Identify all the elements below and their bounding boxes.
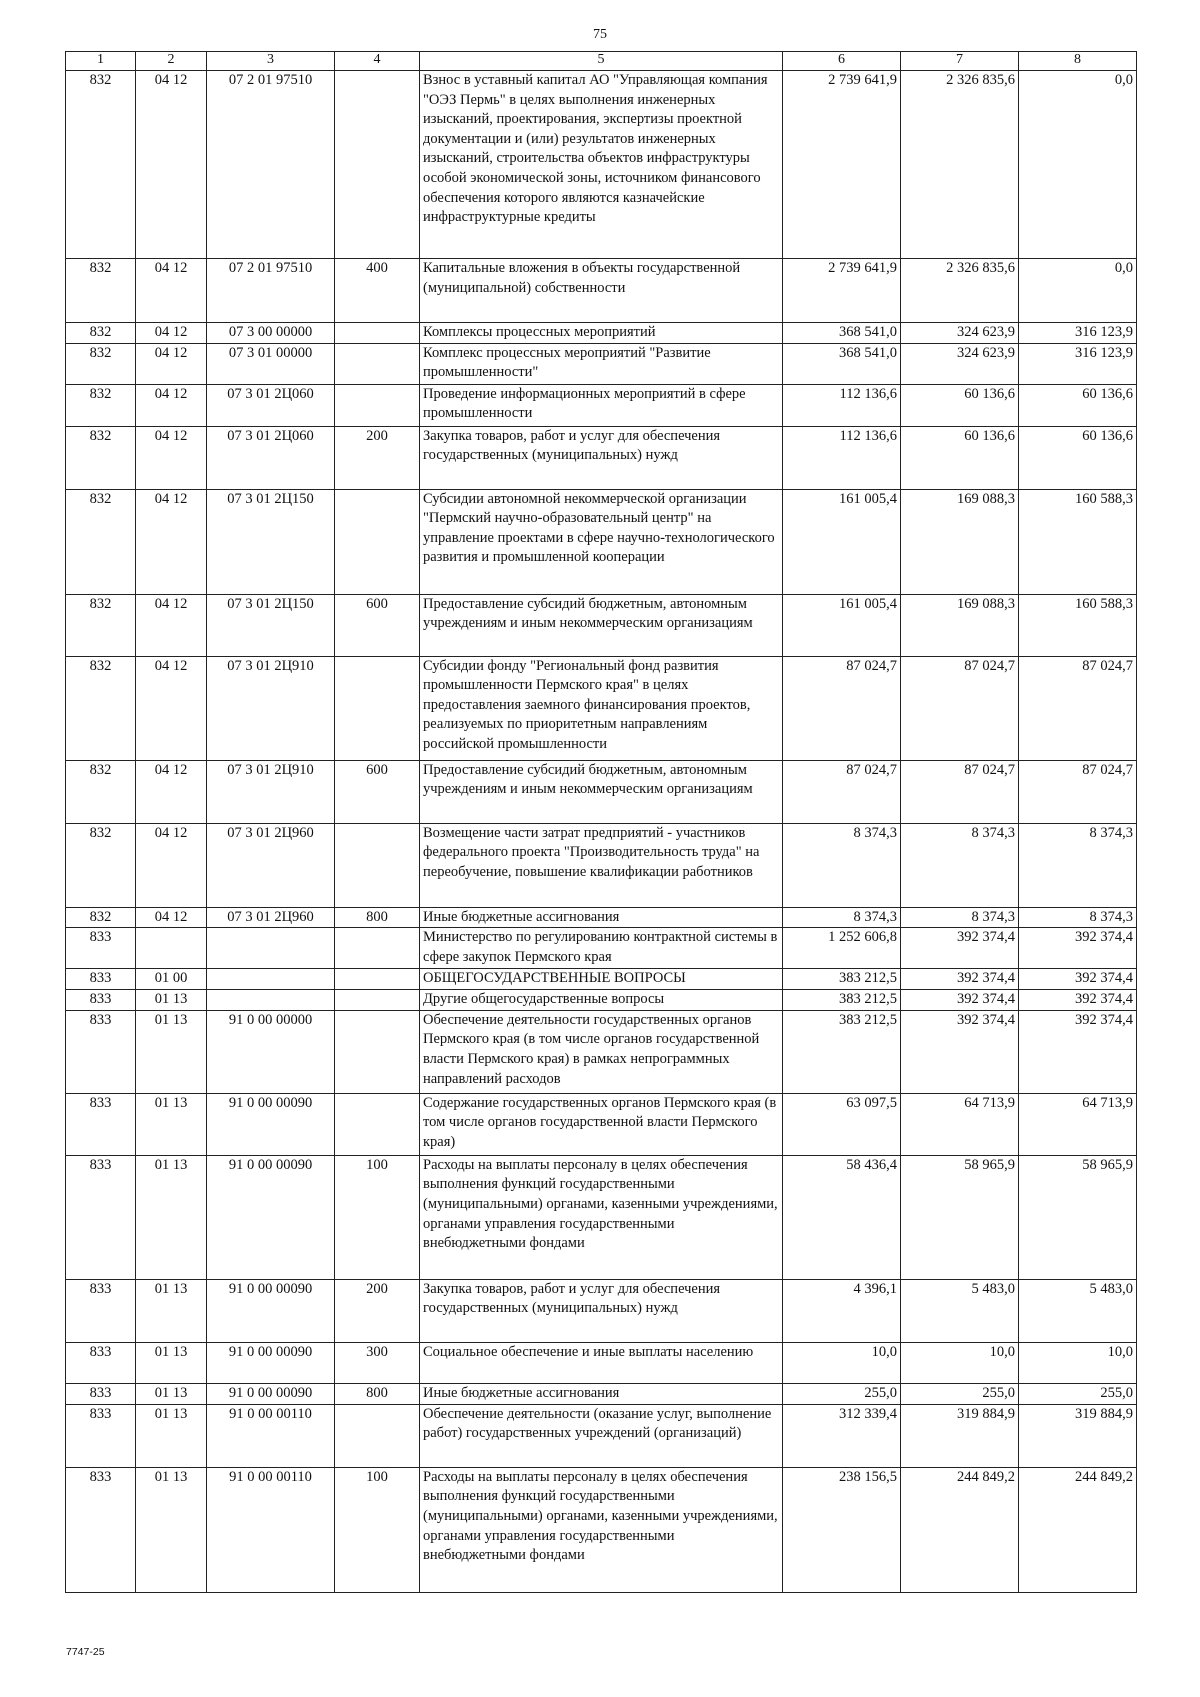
admin-code-cell: 833 [66,1155,136,1279]
section-code-cell: 01 13 [136,1010,207,1093]
amount-col6-cell: 58 436,4 [783,1155,901,1279]
description-cell: Предоставление субсидий бюджетным, автономным учреждениям и иным некоммерческим организациям [420,594,783,656]
table-row [66,1404,1137,1467]
footer-code: 7747-25 [66,1646,105,1658]
amount-col6-cell: 312 339,4 [783,1404,901,1467]
amount-col7-cell: 392 374,4 [901,969,1019,990]
amount-col6-cell: 2 739 641,9 [783,259,901,323]
table-row [66,1279,1137,1342]
expense-type-cell [335,823,420,907]
table-row [66,489,1137,594]
target-article-cell [207,969,335,990]
table-row [66,343,1137,384]
admin-code-cell: 833 [66,1342,136,1383]
amount-col8-cell: 8 374,3 [1019,823,1137,907]
description-cell: Министерство по регулированию контрактной системы в сфере закупок Пермского края [420,928,783,969]
amount-col7-cell: 319 884,9 [901,1404,1019,1467]
section-code-cell: 01 13 [136,1467,207,1592]
description-cell: Комплекс процессных мероприятий "Развитие промышленности" [420,343,783,384]
expense-type-cell: 400 [335,259,420,323]
amount-col7-cell: 169 088,3 [901,489,1019,594]
section-code-cell [136,928,207,969]
budget-table [65,51,1137,1593]
amount-col8-cell: 392 374,4 [1019,969,1137,990]
column-header-1: 1 [66,52,136,71]
amount-col6-cell: 255,0 [783,1383,901,1404]
description-cell: ОБЩЕГОСУДАРСТВЕННЫЕ ВОПРОСЫ [420,969,783,990]
expense-type-cell: 800 [335,907,420,928]
amount-col7-cell: 2 326 835,6 [901,71,1019,259]
target-article-cell: 91 0 00 00090 [207,1383,335,1404]
expense-type-cell [335,323,420,344]
table-row [66,1155,1137,1279]
amount-col7-cell: 392 374,4 [901,1010,1019,1093]
expense-type-cell [335,1404,420,1467]
expense-type-cell [335,990,420,1011]
amount-col6-cell: 63 097,5 [783,1093,901,1155]
expense-type-cell: 100 [335,1467,420,1592]
admin-code-cell: 832 [66,760,136,823]
amount-col8-cell: 60 136,6 [1019,426,1137,489]
target-article-cell: 07 3 01 2Ц910 [207,656,335,760]
column-header-4: 4 [335,52,420,71]
amount-col8-cell: 160 588,3 [1019,489,1137,594]
amount-col7-cell: 64 713,9 [901,1093,1019,1155]
amount-col6-cell: 383 212,5 [783,969,901,990]
admin-code-cell: 833 [66,1467,136,1592]
expense-type-cell: 100 [335,1155,420,1279]
section-code-cell: 04 12 [136,823,207,907]
admin-code-cell: 832 [66,594,136,656]
description-cell: Расходы на выплаты персоналу в целях обеспечения выполнения функций государственными (муниципальными) органами, казенными учреждениями, органами управления государственными внебюджетными фондами [420,1467,783,1592]
amount-col7-cell: 5 483,0 [901,1279,1019,1342]
section-code-cell: 04 12 [136,384,207,426]
target-article-cell: 07 3 00 00000 [207,323,335,344]
admin-code-cell: 833 [66,1404,136,1467]
amount-col7-cell: 60 136,6 [901,384,1019,426]
description-cell: Взнос в уставный капитал АО "Управляющая компания "ОЭЗ Пермь" в целях выполнения инженерных изысканий, проектирования, экспертизы проектной документации и (или) результатов инженерных изысканий, строительства объектов инфраструктуры особой экономической зоны, источником финансового обеспечения которого являются казначейские инфраструктурные кредиты [420,71,783,259]
column-header-2: 2 [136,52,207,71]
description-cell: Возмещение части затрат предприятий - участников федерального проекта "Производительность труда" на переобучение, повышение квалификации работников [420,823,783,907]
expense-type-cell: 800 [335,1383,420,1404]
amount-col7-cell: 244 849,2 [901,1467,1019,1592]
description-cell: Иные бюджетные ассигнования [420,1383,783,1404]
amount-col6-cell: 112 136,6 [783,384,901,426]
description-cell: Иные бюджетные ассигнования [420,907,783,928]
section-code-cell: 04 12 [136,489,207,594]
expense-type-cell [335,343,420,384]
section-code-cell: 04 12 [136,259,207,323]
amount-col8-cell: 316 123,9 [1019,343,1137,384]
table-row [66,71,1137,259]
amount-col8-cell: 87 024,7 [1019,760,1137,823]
amount-col8-cell: 10,0 [1019,1342,1137,1383]
amount-col8-cell: 60 136,6 [1019,384,1137,426]
table-row [66,259,1137,323]
amount-col7-cell: 392 374,4 [901,928,1019,969]
expense-type-cell: 600 [335,760,420,823]
target-article-cell: 91 0 00 00000 [207,1010,335,1093]
admin-code-cell: 832 [66,907,136,928]
table-row [66,1467,1137,1592]
admin-code-cell: 832 [66,71,136,259]
admin-code-cell: 832 [66,343,136,384]
target-article-cell [207,990,335,1011]
admin-code-cell: 832 [66,384,136,426]
table-row [66,384,1137,426]
column-header-8: 8 [1019,52,1137,71]
expense-type-cell [335,384,420,426]
admin-code-cell: 833 [66,1093,136,1155]
description-cell: Другие общегосударственные вопросы [420,990,783,1011]
amount-col8-cell: 8 374,3 [1019,907,1137,928]
table-row [66,656,1137,760]
expense-type-cell [335,969,420,990]
column-header-5: 5 [420,52,783,71]
section-code-cell: 01 13 [136,1342,207,1383]
admin-code-cell: 832 [66,823,136,907]
table-row [66,823,1137,907]
amount-col7-cell: 60 136,6 [901,426,1019,489]
column-header-6: 6 [783,52,901,71]
section-code-cell: 01 00 [136,969,207,990]
admin-code-cell: 832 [66,489,136,594]
column-header-3: 3 [207,52,335,71]
amount-col8-cell: 58 965,9 [1019,1155,1137,1279]
amount-col6-cell: 1 252 606,8 [783,928,901,969]
amount-col6-cell: 8 374,3 [783,823,901,907]
amount-col6-cell: 87 024,7 [783,656,901,760]
target-article-cell: 07 3 01 2Ц960 [207,823,335,907]
expense-type-cell: 200 [335,1279,420,1342]
description-cell: Содержание государственных органов Пермского края (в том числе органов государственной власти Пермского края) [420,1093,783,1155]
admin-code-cell: 833 [66,1010,136,1093]
target-article-cell: 07 3 01 2Ц060 [207,384,335,426]
amount-col7-cell: 8 374,3 [901,907,1019,928]
target-article-cell: 07 3 01 2Ц150 [207,594,335,656]
amount-col8-cell: 316 123,9 [1019,323,1137,344]
amount-col7-cell: 8 374,3 [901,823,1019,907]
table-row [66,323,1137,344]
amount-col8-cell: 160 588,3 [1019,594,1137,656]
target-article-cell: 07 3 01 2Ц060 [207,426,335,489]
amount-col6-cell: 2 739 641,9 [783,71,901,259]
amount-col8-cell: 392 374,4 [1019,1010,1137,1093]
amount-col8-cell: 0,0 [1019,71,1137,259]
table-row [66,1383,1137,1404]
amount-col7-cell: 255,0 [901,1383,1019,1404]
admin-code-cell: 832 [66,323,136,344]
amount-col7-cell: 87 024,7 [901,656,1019,760]
amount-col7-cell: 169 088,3 [901,594,1019,656]
table-row [66,1010,1137,1093]
description-cell: Субсидии автономной некоммерческой организации "Пермский научно-образовательный центр" на управление проектами в сфере научно-технологического развития и промышленной кооперации [420,489,783,594]
amount-col8-cell: 244 849,2 [1019,1467,1137,1592]
table-row [66,1093,1137,1155]
amount-col6-cell: 112 136,6 [783,426,901,489]
amount-col6-cell: 368 541,0 [783,343,901,384]
expense-type-cell: 600 [335,594,420,656]
table-row [66,1342,1137,1383]
admin-code-cell: 833 [66,1383,136,1404]
admin-code-cell: 832 [66,426,136,489]
description-cell: Обеспечение деятельности государственных органов Пермского края (в том числе органов государственной власти Пермского края) в рамках непрограммных направлений расходов [420,1010,783,1093]
table-header-row [66,52,1137,71]
section-code-cell: 04 12 [136,760,207,823]
table-row [66,760,1137,823]
amount-col6-cell: 383 212,5 [783,990,901,1011]
expense-type-cell [335,489,420,594]
expense-type-cell [335,71,420,259]
amount-col8-cell: 319 884,9 [1019,1404,1137,1467]
target-article-cell: 07 2 01 97510 [207,71,335,259]
expense-type-cell: 200 [335,426,420,489]
description-cell: Закупка товаров, работ и услуг для обеспечения государственных (муниципальных) нужд [420,426,783,489]
table-row [66,426,1137,489]
amount-col6-cell: 8 374,3 [783,907,901,928]
table-row [66,990,1137,1011]
amount-col6-cell: 383 212,5 [783,1010,901,1093]
target-article-cell: 91 0 00 00110 [207,1467,335,1592]
expense-type-cell [335,1010,420,1093]
target-article-cell: 91 0 00 00090 [207,1093,335,1155]
amount-col7-cell: 324 623,9 [901,343,1019,384]
target-article-cell: 07 3 01 2Ц150 [207,489,335,594]
amount-col8-cell: 0,0 [1019,259,1137,323]
table-row [66,969,1137,990]
target-article-cell: 07 2 01 97510 [207,259,335,323]
target-article-cell: 07 3 01 00000 [207,343,335,384]
column-header-7: 7 [901,52,1019,71]
page-number: 75 [593,27,607,42]
amount-col7-cell: 392 374,4 [901,990,1019,1011]
table-row [66,907,1137,928]
description-cell: Проведение информационных мероприятий в сфере промышленности [420,384,783,426]
target-article-cell: 07 3 01 2Ц960 [207,907,335,928]
table-row [66,928,1137,969]
amount-col6-cell: 87 024,7 [783,760,901,823]
section-code-cell: 04 12 [136,343,207,384]
target-article-cell: 91 0 00 00090 [207,1155,335,1279]
admin-code-cell: 832 [66,656,136,760]
expense-type-cell: 300 [335,1342,420,1383]
description-cell: Социальное обеспечение и иные выплаты населению [420,1342,783,1383]
section-code-cell: 04 12 [136,71,207,259]
admin-code-cell: 833 [66,990,136,1011]
amount-col7-cell: 324 623,9 [901,323,1019,344]
target-article-cell: 07 3 01 2Ц910 [207,760,335,823]
section-code-cell: 01 13 [136,1155,207,1279]
amount-col6-cell: 161 005,4 [783,594,901,656]
admin-code-cell: 833 [66,1279,136,1342]
table-row [66,594,1137,656]
amount-col8-cell: 64 713,9 [1019,1093,1137,1155]
section-code-cell: 04 12 [136,426,207,489]
description-cell: Предоставление субсидий бюджетным, автономным учреждениям и иным некоммерческим организациям [420,760,783,823]
amount-col7-cell: 87 024,7 [901,760,1019,823]
amount-col6-cell: 368 541,0 [783,323,901,344]
section-code-cell: 01 13 [136,990,207,1011]
amount-col8-cell: 392 374,4 [1019,928,1137,969]
section-code-cell: 01 13 [136,1093,207,1155]
section-code-cell: 01 13 [136,1383,207,1404]
amount-col8-cell: 255,0 [1019,1383,1137,1404]
expense-type-cell [335,656,420,760]
expense-type-cell [335,928,420,969]
description-cell: Обеспечение деятельности (оказание услуг, выполнение работ) государственных учреждений (организаций) [420,1404,783,1467]
target-article-cell: 91 0 00 00090 [207,1279,335,1342]
amount-col6-cell: 161 005,4 [783,489,901,594]
admin-code-cell: 833 [66,969,136,990]
description-cell: Расходы на выплаты персоналу в целях обеспечения выполнения функций государственными (муниципальными) органами, казенными учреждениями, органами управления государственными внебюджетными фондами [420,1155,783,1279]
amount-col7-cell: 58 965,9 [901,1155,1019,1279]
section-code-cell: 04 12 [136,907,207,928]
target-article-cell: 91 0 00 00090 [207,1342,335,1383]
section-code-cell: 04 12 [136,323,207,344]
amount-col6-cell: 238 156,5 [783,1467,901,1592]
amount-col7-cell: 2 326 835,6 [901,259,1019,323]
description-cell: Субсидии фонду "Региональный фонд развития промышленности Пермского края" в целях предоставления заемного финансирования проектов, реализуемых по приоритетным направлениям российской промышленности [420,656,783,760]
description-cell: Комплексы процессных мероприятий [420,323,783,344]
amount-col8-cell: 5 483,0 [1019,1279,1137,1342]
admin-code-cell: 833 [66,928,136,969]
target-article-cell: 91 0 00 00110 [207,1404,335,1467]
amount-col8-cell: 392 374,4 [1019,990,1137,1011]
section-code-cell: 01 13 [136,1279,207,1342]
section-code-cell: 04 12 [136,656,207,760]
amount-col6-cell: 10,0 [783,1342,901,1383]
expense-type-cell [335,1093,420,1155]
description-cell: Капитальные вложения в объекты государственной (муниципальной) собственности [420,259,783,323]
amount-col6-cell: 4 396,1 [783,1279,901,1342]
admin-code-cell: 832 [66,259,136,323]
amount-col7-cell: 10,0 [901,1342,1019,1383]
target-article-cell [207,928,335,969]
description-cell: Закупка товаров, работ и услуг для обеспечения государственных (муниципальных) нужд [420,1279,783,1342]
amount-col8-cell: 87 024,7 [1019,656,1137,760]
section-code-cell: 01 13 [136,1404,207,1467]
section-code-cell: 04 12 [136,594,207,656]
